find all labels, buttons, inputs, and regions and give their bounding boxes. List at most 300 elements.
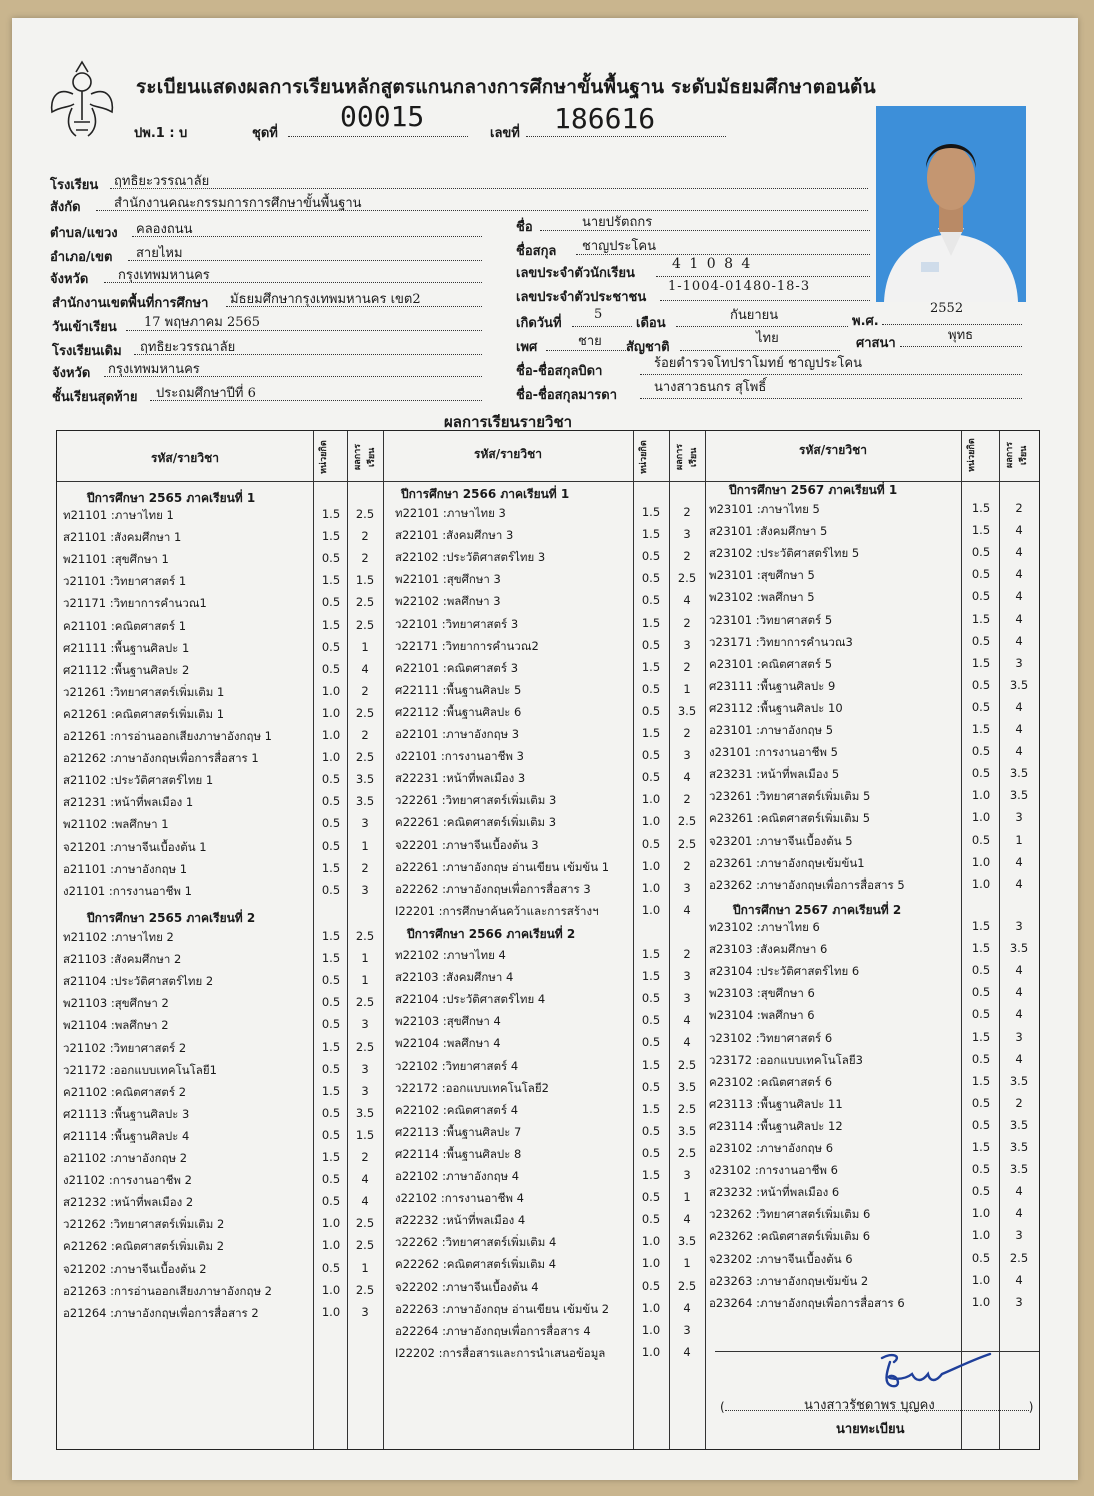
credit-value: 1.5: [321, 860, 341, 875]
grade-value: 1: [361, 1260, 369, 1275]
prev-province-value: กรุงเทพมหานคร: [108, 362, 200, 377]
grade-value: 4: [683, 1035, 691, 1050]
credit-value: 0.5: [971, 832, 991, 847]
grade-value: 1: [683, 681, 691, 696]
subject-name: อ23102 :ภาษาอังกฤษ 6: [709, 1141, 834, 1155]
subject-header-2: รหัส/รายวิชา: [474, 447, 542, 461]
credit-value: 0.5: [321, 995, 341, 1010]
nationality-value: ไทย: [756, 331, 779, 346]
form-label: ปพ.1 : บ: [134, 126, 188, 141]
district-value: สายไหม: [136, 246, 183, 261]
credit-value: 0.5: [641, 1212, 661, 1227]
subject-name: ว22261 :วิทยาศาสตร์เพิ่มเติม 3: [395, 793, 557, 808]
credit-value: 1.5: [641, 726, 661, 740]
grade-value: 3.5: [1009, 1162, 1029, 1177]
grade-value: 4: [1015, 699, 1023, 714]
credit-header-3: หน่วยกิต: [967, 438, 977, 472]
student-id-label: เลขประจำตัวนักเรียน: [516, 266, 635, 281]
credit-value: 1.5: [321, 1150, 341, 1164]
grade-value: 4: [683, 902, 691, 917]
grade-value: 2.5: [355, 507, 375, 521]
table-row: [57, 612, 1039, 634]
subject-name: ส23232 :หน้าที่พลเมือง 6: [709, 1185, 840, 1200]
credit-value: 0.5: [641, 637, 661, 652]
credit-value: 0.5: [321, 1127, 341, 1142]
grade-value: 4: [683, 1344, 691, 1359]
subject-name: พ22101 :สุขศึกษา 3: [395, 572, 501, 587]
grade-value: 4: [683, 1212, 691, 1227]
grade-value: 2: [361, 683, 369, 698]
credit-value: 0.5: [641, 1278, 661, 1293]
semester-heading: ปีการศึกษา 2565 ภาคเรียนที่ 1: [87, 491, 256, 505]
credit-value: 1.0: [971, 854, 991, 869]
credit-value: 1.0: [321, 1238, 341, 1253]
credit-value: 0.5: [641, 836, 661, 851]
subject-name: พ21102 :พลศึกษา 1: [63, 817, 169, 832]
credit-header-2: หน่วยกิต: [639, 440, 649, 474]
subject-name: อ22102 :ภาษาอังกฤษ 4: [395, 1169, 520, 1183]
grade-value: 3: [683, 637, 691, 652]
subject-name: ศ21112 :พื้นฐานศิลปะ 2: [63, 662, 190, 677]
father-label: ชื่อ-ชื่อสกุลบิดา: [516, 364, 603, 379]
subject-name: ส22232 :หน้าที่พลเมือง 4: [395, 1213, 526, 1228]
subject-name: ว22171 :วิทยาการคำนวณ2: [395, 638, 539, 653]
credit-value: 1.5: [321, 1083, 341, 1098]
grade-value: 3: [1015, 1029, 1023, 1044]
credit-value: 0.5: [971, 1250, 991, 1265]
semester-heading: ปีการศึกษา 2566 ภาคเรียนที่ 2: [407, 927, 576, 941]
credit-value: 0.5: [641, 991, 661, 1006]
credit-value: 0.5: [321, 661, 341, 676]
subject-name: ง23101 :การงานอาชีพ 5: [709, 745, 838, 760]
subject-name: ท23101 :ภาษาไทย 5: [709, 502, 820, 516]
grade-value: 3: [683, 1322, 691, 1337]
grade-value: 4: [683, 593, 691, 608]
father-value: ร้อยตำรวจโทปราโมทย์ ชาญประโคน: [654, 356, 862, 371]
subject-name: จ23201 :ภาษาจีนเบื้องต้น 5: [709, 833, 853, 848]
table-row: [57, 501, 1039, 523]
grade-value: 3.5: [677, 1123, 697, 1138]
grade-value: 3.5: [677, 703, 697, 718]
grade-value: 2.5: [677, 1057, 697, 1072]
credit-value: 0.5: [641, 1190, 661, 1205]
credit-value: 1.0: [971, 1228, 991, 1243]
grade-value: 4: [1015, 567, 1023, 582]
grade-value: 3: [1015, 655, 1023, 670]
subject-name: ท21102 :ภาษาไทย 2: [63, 930, 174, 944]
subject-name: ว21101 :วิทยาศาสตร์ 1: [63, 574, 187, 589]
subject-name: ว21261 :วิทยาศาสตร์เพิ่มเติม 1: [63, 684, 225, 699]
grade-value: 2.5: [355, 595, 375, 610]
set-number: 00015: [340, 100, 425, 133]
subject-name: ศ21111 :พื้นฐานศิลปะ 1: [63, 640, 190, 655]
grade-value: 1.5: [355, 573, 375, 588]
credit-value: 1.5: [321, 1039, 341, 1054]
subject-name: ส21101 :สังคมศึกษา 1: [63, 530, 182, 545]
subject-name: จ21202 :ภาษาจีนเบื้องต้น 2: [63, 1261, 207, 1276]
credit-value: 1.0: [971, 1294, 991, 1309]
credit-value: 0.5: [641, 1035, 661, 1050]
table-row: [57, 700, 1039, 722]
table-row: [57, 1228, 1039, 1253]
student-photo: [876, 106, 1026, 302]
grade-value: 3.5: [1009, 1140, 1029, 1154]
subject-name: ว23101 :วิทยาศาสตร์ 5: [709, 612, 833, 627]
credit-value: 0.5: [321, 1105, 341, 1120]
grade-value: 2: [361, 551, 369, 566]
semester-heading: ปีการศึกษา 2567 ภาคเรียนที่ 1: [729, 483, 898, 497]
table-row: [57, 523, 1039, 545]
credit-value: 1.0: [971, 876, 991, 891]
last-level-value: ประถมศึกษาปีที่ 6: [156, 386, 256, 401]
birth-year-label: พ.ศ.: [852, 314, 879, 329]
subject-name: ส22231 :หน้าที่พลเมือง 3: [395, 771, 526, 786]
credit-value: 0.5: [971, 567, 991, 582]
mother-value: นางสาวธนกร สุโพธิ์: [654, 380, 767, 395]
last-level-label: ชั้นเรียนสุดท้าย: [52, 390, 138, 405]
credit-value: 1.5: [971, 1029, 991, 1044]
grade-value: 3: [361, 1017, 369, 1032]
credit-value: 1.5: [641, 527, 661, 542]
subject-name: ส21102 :ประวัติศาสตร์ไทย 1: [63, 773, 214, 788]
subject-name: ส21104 :ประวัติศาสตร์ไทย 2: [63, 974, 214, 989]
subject-name: ศ22111 :พื้นฐานศิลปะ 5: [395, 682, 522, 697]
grade-value: 2: [361, 728, 369, 742]
subject-name: ว23262 :วิทยาศาสตร์เพิ่มเติม 6: [709, 1207, 871, 1222]
table-row: [57, 589, 1039, 611]
grade-value: 2: [683, 792, 691, 807]
grade-value: 3.5: [1009, 1117, 1029, 1132]
subject-name: ว21262 :วิทยาศาสตร์เพิ่มเติม 2: [63, 1217, 225, 1232]
grade-value: 2: [683, 726, 691, 740]
grade-value: 3.5: [355, 1105, 375, 1120]
table-row: [57, 766, 1039, 788]
credit-value: 0.5: [641, 1079, 661, 1094]
table-row: [57, 678, 1039, 700]
grade-value: 3: [1015, 810, 1023, 825]
subject-name: อ22101 :ภาษาอังกฤษ 3: [395, 727, 520, 741]
credit-value: 0.5: [971, 1095, 991, 1110]
province-label: จังหวัด: [50, 272, 89, 287]
subject-name: ง22102 :การงานอาชีพ 4: [395, 1191, 524, 1206]
grade-value: 4: [683, 1300, 691, 1315]
grade-value: 3: [361, 1061, 369, 1076]
grade-value: 2: [683, 615, 691, 630]
grade-value: 4: [1015, 545, 1023, 560]
subject-name: อ23261 :ภาษาอังกฤษเข้มข้น1: [709, 855, 865, 870]
subject-name: ศ22113 :พื้นฐานศิลปะ 7: [395, 1124, 522, 1139]
grade-header-2: ผลการเรียน: [675, 443, 699, 471]
subject-name: ศ21113 :พื้นฐานศิลปะ 3: [63, 1106, 190, 1121]
subject-name: ส22104 :ประวัติศาสตร์ไทย 4: [395, 992, 546, 1007]
student-id-value: 4 1 0 8 4: [672, 256, 753, 272]
grade-value: 2.5: [677, 814, 697, 829]
subject-name: I22201 :การศึกษาค้นคว้าและการสร้างฯ: [395, 903, 599, 918]
credit-value: 1.5: [641, 969, 661, 984]
credit-value: 1.5: [971, 501, 991, 515]
subject-name: ศ23114 :พื้นฐานศิลปะ 12: [709, 1118, 843, 1133]
subject-header-1: รหัส/รายวิชา: [151, 451, 219, 465]
credit-value: 0.5: [321, 639, 341, 654]
credit-value: 0.5: [971, 744, 991, 759]
grade-value: 4: [1015, 985, 1023, 1000]
credit-value: 0.5: [971, 1184, 991, 1199]
subject-name: อ23262 :ภาษาอังกฤษเพื่อการสื่อสาร 5: [709, 877, 905, 892]
credit-value: 0.5: [971, 545, 991, 560]
grade-value: 3: [1015, 1228, 1023, 1243]
credit-value: 1.5: [321, 929, 341, 943]
grade-value: 1: [361, 639, 369, 654]
subject-name: ท22101 :ภาษาไทย 3: [395, 506, 506, 520]
credit-value: 0.5: [971, 963, 991, 978]
subject-name: พ21103 :สุขศึกษา 2: [63, 996, 169, 1011]
credit-value: 0.5: [321, 1061, 341, 1076]
results-table: [56, 430, 1040, 1450]
subdistrict-label: ตำบล/แขวง: [50, 226, 118, 241]
credit-value: 1.5: [641, 1101, 661, 1116]
subject-name: จ22201 :ภาษาจีนเบื้องต้น 3: [395, 837, 539, 852]
subject-name: ศ22114 :พื้นฐานศิลปะ 8: [395, 1146, 522, 1161]
grade-value: 4: [1015, 1206, 1023, 1221]
credit-value: 0.5: [321, 816, 341, 831]
credit-value: 1.0: [641, 1322, 661, 1337]
credit-value: 0.5: [641, 1123, 661, 1138]
table-row: [57, 1206, 1039, 1231]
credit-value: 1.0: [321, 683, 341, 698]
credit-value: 0.5: [971, 633, 991, 648]
grade-value: 2.5: [355, 929, 375, 943]
document-title: ระเบียนแสดงผลการเรียนหลักสูตรแกนกลางการศึกษาขั้นพื้นฐาน ระดับมัธยมศึกษาตอนต้น: [136, 76, 876, 98]
sex-value: ชาย: [578, 334, 602, 349]
credit-value: 1.0: [641, 814, 661, 829]
grade-value: 2.5: [677, 571, 697, 586]
student-surname-value: ชาญประโคน: [582, 239, 656, 254]
grade-value: 3.5: [1009, 941, 1029, 956]
prev-province-label: จังหวัด: [52, 366, 91, 381]
subject-name: ว21171 :วิทยาการคำนวณ1: [63, 596, 207, 611]
subject-name: พ21104 :พลศึกษา 2: [63, 1018, 169, 1033]
table-row: [57, 963, 1039, 988]
semester-heading: ปีการศึกษา 2565 ภาคเรียนที่ 2: [87, 911, 256, 925]
credit-value: 0.5: [321, 794, 341, 809]
enter-date-value: 17 พฤษภาคม 2565: [144, 315, 261, 330]
subject-name: อ23263 :ภาษาอังกฤษเข้มข้น 2: [709, 1273, 869, 1288]
credit-value: 0.5: [971, 1007, 991, 1022]
grade-value: 2.5: [355, 617, 375, 632]
grade-value: 3: [683, 969, 691, 984]
subject-name: ค22101 :คณิตศาสตร์ 3: [395, 660, 519, 675]
registrar-title: นายทะเบียน: [836, 1422, 905, 1437]
table-row: [57, 985, 1039, 1010]
subject-name: ส21231 :หน้าที่พลเมือง 1: [63, 795, 194, 810]
subject-name: ว21172 :ออกแบบเทคโนโลยี1: [63, 1062, 217, 1077]
grade-value: 2.5: [355, 1216, 375, 1231]
table-row: [57, 1118, 1039, 1140]
subject-name: อ21261 :การอ่านออกเสียงภาษาอังกฤษ 1: [63, 729, 272, 743]
credit-value: 0.5: [971, 589, 991, 604]
grade-value: 4: [1015, 854, 1023, 869]
credit-value: 1.5: [641, 505, 661, 519]
grade-value: 1.5: [355, 1127, 375, 1142]
table-row: [57, 567, 1039, 589]
credit-value: 1.0: [641, 880, 661, 895]
credit-value: 0.5: [321, 772, 341, 787]
credit-value: 1.5: [971, 523, 991, 538]
subject-name: ศ21114 :พื้นฐานศิลปะ 4: [63, 1128, 190, 1143]
subject-header-3: รหัส/รายวิชา: [799, 443, 867, 457]
grade-value: 1: [361, 973, 369, 988]
grade-value: 3.5: [1009, 766, 1029, 781]
garuda-emblem-icon: [46, 60, 118, 140]
table-row: [57, 855, 1039, 877]
grade-value: 2.5: [355, 995, 375, 1010]
grade-value: 2.5: [677, 836, 697, 851]
subject-name: ศ23112 :พื้นฐานศิลปะ 10: [709, 700, 843, 715]
subject-name: อ22264 :ภาษาอังกฤษเพื่อการสื่อสาร 4: [395, 1323, 591, 1338]
table-row: [57, 1096, 1039, 1118]
prev-school-value: ฤทธิยะวรรณาลัย: [140, 340, 236, 355]
table-row: [57, 1184, 1039, 1209]
grade-value: 2.5: [355, 705, 375, 720]
grade-value: 4: [1015, 876, 1023, 891]
credit-value: 1.0: [321, 750, 341, 765]
subject-name: อ21101 :ภาษาอังกฤษ 1: [63, 861, 188, 876]
credit-value: 0.5: [971, 1162, 991, 1177]
subject-name: ค21262 :คณิตศาสตร์เพิ่มเติม 2: [63, 1239, 225, 1254]
grade-value: 4: [1015, 1051, 1023, 1066]
grade-value: 3: [361, 1304, 369, 1319]
subject-name: ส22102 :ประวัติศาสตร์ไทย 3: [395, 550, 546, 565]
subject-name: พ22102 :พลศึกษา 3: [395, 594, 501, 609]
table-row: [57, 877, 1039, 899]
prev-school-label: โรงเรียนเดิม: [52, 344, 122, 359]
subject-name: อ22262 :ภาษาอังกฤษเพื่อการสื่อสาร 3: [395, 881, 591, 896]
subject-name: จ23202 :ภาษาจีนเบื้องต้น 6: [709, 1251, 853, 1266]
grade-value: 2.5: [355, 1039, 375, 1054]
credit-header-1: หน่วยกิต: [319, 440, 329, 474]
credit-value: 0.5: [641, 549, 661, 564]
grade-value: 2: [361, 860, 369, 875]
credit-value: 0.5: [321, 838, 341, 853]
grade-value: 3: [683, 880, 691, 895]
birth-month-label: เดือน: [636, 316, 666, 331]
table-row: [57, 1295, 1039, 1317]
credit-value: 0.5: [321, 1260, 341, 1275]
table-row: [57, 788, 1039, 810]
credit-value: 1.5: [321, 617, 341, 632]
subject-name: ว21102 :วิทยาศาสตร์ 2: [63, 1040, 187, 1055]
subject-name: ค21102 :คณิตศาสตร์ 2: [63, 1084, 187, 1099]
credit-value: 1.5: [971, 655, 991, 670]
grade-value: 4: [1015, 611, 1023, 626]
credit-value: 1.5: [321, 529, 341, 544]
subject-name: ส23231 :หน้าที่พลเมือง 5: [709, 767, 840, 782]
grade-value: 2: [683, 549, 691, 564]
credit-value: 1.0: [641, 1256, 661, 1271]
subject-name: ค22262 :คณิตศาสตร์เพิ่มเติม 4: [395, 1257, 557, 1272]
credit-value: 1.0: [641, 792, 661, 807]
grade-value: 4: [1015, 523, 1023, 538]
grade-value: 4: [1015, 744, 1023, 759]
grade-value: 2: [1015, 501, 1023, 515]
subject-name: ค21261 :คณิตศาสตร์เพิ่มเติม 1: [63, 706, 225, 721]
subject-name: ว22262 :วิทยาศาสตร์เพิ่มเติม 4: [395, 1235, 557, 1250]
grade-value: 1: [683, 1256, 691, 1271]
grade-value: 3.5: [355, 794, 375, 809]
grade-value: 2.5: [355, 1282, 375, 1297]
subject-name: ง22101 :การงานอาชีพ 3: [395, 749, 524, 764]
birth-year-value: 2552: [930, 301, 964, 316]
subject-name: ว23261 :วิทยาศาสตร์เพิ่มเติม 5: [709, 789, 871, 804]
credit-value: 1.0: [321, 728, 341, 742]
subject-name: ว22102 :วิทยาศาสตร์ 4: [395, 1058, 519, 1073]
grade-value: 3.5: [355, 772, 375, 787]
grade-value: 4: [1015, 589, 1023, 604]
subject-name: พ23103 :สุขศึกษา 6: [709, 986, 815, 1001]
credit-value: 0.5: [321, 973, 341, 988]
grade-value: 3.5: [1009, 677, 1029, 692]
grade-value: 2: [361, 1150, 369, 1164]
credit-value: 1.5: [641, 659, 661, 674]
subject-name: ศ23113 :พื้นฐานศิลปะ 11: [709, 1096, 843, 1111]
sex-label: เพศ: [516, 340, 538, 355]
credit-value: 1.5: [641, 615, 661, 630]
credit-value: 0.5: [971, 699, 991, 714]
credit-value: 1.0: [321, 1282, 341, 1297]
subject-name: ค23261 :คณิตศาสตร์เพิ่มเติม 5: [709, 811, 871, 826]
province-value: กรุงเทพมหานคร: [118, 268, 210, 283]
credit-value: 1.0: [641, 1300, 661, 1315]
national-id-label: เลขประจำตัวประชาชน: [516, 290, 647, 305]
credit-value: 0.5: [321, 595, 341, 610]
grade-value: 3: [361, 816, 369, 831]
table-row: [57, 722, 1039, 744]
credit-value: 0.5: [971, 1051, 991, 1066]
document-number: 186616: [554, 102, 656, 135]
table-row: [57, 545, 1039, 567]
table-row: [57, 1251, 1039, 1273]
table-row: [57, 744, 1039, 766]
table-row: [57, 1273, 1039, 1295]
subject-name: อ22263 :ภาษาอังกฤษ อ่านเขียน เข้มข้น 2: [395, 1301, 610, 1316]
subject-name: ว22101 :วิทยาศาสตร์ 3: [395, 616, 519, 631]
table-row: [57, 941, 1039, 966]
area-label: สำนักงานเขตพื้นที่การศึกษา: [52, 296, 209, 311]
table-row: [57, 1007, 1039, 1032]
grade-value: 2: [683, 659, 691, 674]
credit-value: 1.0: [321, 1304, 341, 1319]
grade-value: 3: [1015, 919, 1023, 933]
area-value: มัธยมศึกษากรุงเทพมหานคร เขต2: [230, 292, 421, 307]
credit-value: 1.5: [971, 941, 991, 956]
credit-value: 1.0: [641, 1344, 661, 1359]
grade-value: 2.5: [355, 750, 375, 765]
credit-value: 1.0: [641, 902, 661, 917]
grade-value: 3: [683, 1168, 691, 1182]
grade-value: 4: [1015, 1272, 1023, 1287]
subject-name: ส21103 :สังคมศึกษา 2: [63, 952, 182, 967]
subject-name: ค23262 :คณิตศาสตร์เพิ่มเติม 6: [709, 1229, 871, 1244]
grade-value: 2.5: [677, 1145, 697, 1160]
subject-name: ส23102 :ประวัติศาสตร์ไทย 5: [709, 546, 860, 561]
subject-name: ศ23111 :พื้นฐานศิลปะ 9: [709, 678, 836, 693]
grade-value: 2.5: [677, 1101, 697, 1116]
national-id-value: 1-1004-01480-18-3: [668, 279, 811, 294]
subject-name: I22202 :การสื่อสารและการนำเสนอข้อมูล: [395, 1345, 606, 1360]
grade-value: 4: [361, 1172, 369, 1187]
grade-value: 4: [361, 661, 369, 676]
grade-header-1: ผลการเรียน: [353, 443, 377, 471]
